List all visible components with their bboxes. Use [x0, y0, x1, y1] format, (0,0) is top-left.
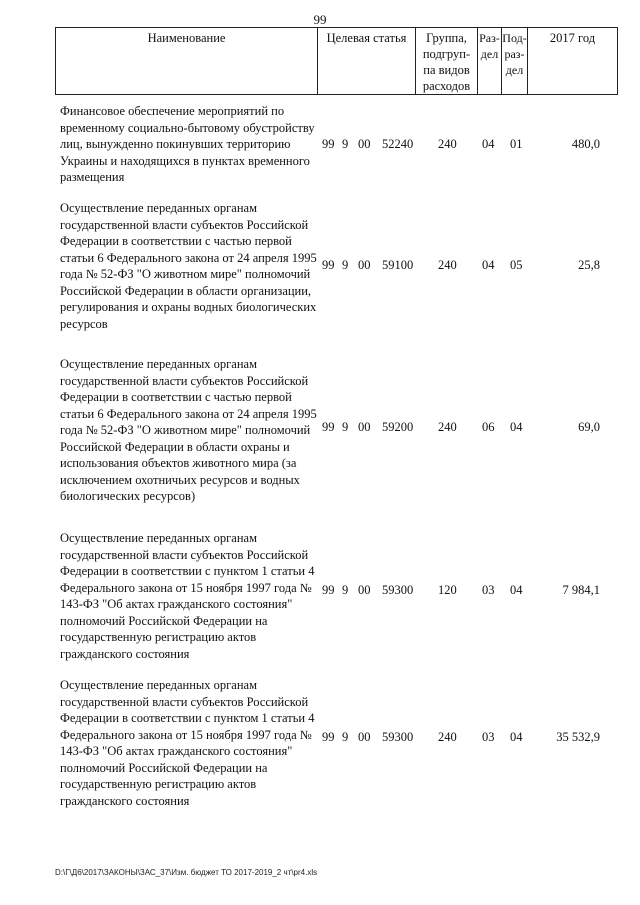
row-name: Осуществление переданных органам государственной власти субъектов Российской Федерации в соответствии с пунктом 1 статьи 4 Федерального закона от 15 ноября 1997 года № 143-ФЗ "Об актах гражданского состояния" полномочий Российской Федерации на государственную регистрацию актов гражданского состояния [60, 531, 315, 661]
header-subsection-line: раз- [504, 47, 525, 61]
target-article-program: 99 [322, 137, 335, 151]
target-article-program: 99 [322, 730, 335, 744]
section-value: 06 [482, 420, 495, 434]
target-article-direction: 59100 [382, 258, 414, 272]
amount-2017: 69,0 [578, 420, 600, 434]
target-article-direction: 59300 [382, 583, 414, 597]
expense-group-value: 240 [438, 137, 457, 151]
table-header [55, 27, 618, 95]
row-values [60, 582, 620, 598]
target-article-event: 00 [358, 258, 371, 272]
section-value: 03 [482, 583, 495, 597]
expense-group-value: 240 [438, 420, 457, 434]
target-article-direction: 59200 [382, 420, 414, 434]
subsection-value: 04 [510, 420, 523, 434]
section-value: 04 [482, 258, 495, 272]
header-group-line: подгруп- [422, 47, 471, 61]
expense-group-value: 120 [438, 583, 457, 597]
header-group-line: расходов [422, 79, 471, 93]
row-values [60, 257, 620, 273]
header-section-line: дел [480, 47, 499, 61]
header-subsection-line: Под- [502, 31, 527, 45]
subsection-value: 04 [510, 730, 523, 744]
row-name: Осуществление переданных органам государственной власти субъектов Российской Федерации в соответствии с частью первой статьи 6 Федерального закона от 24 апреля 1995 года № 52-ФЗ "О животном мире" полномочий Российской Федерации в области охраны и использования объектов животного мира (за исключением охотничьих ресурсов и водных биологических ресурсов) [60, 357, 317, 503]
target-article-program: 99 [322, 583, 335, 597]
target-article-subprogram: 9 [342, 137, 349, 151]
target-article-event: 00 [358, 420, 371, 434]
expense-group-value: 240 [438, 258, 457, 272]
target-article-subprogram: 9 [342, 730, 349, 744]
target-article-direction: 59300 [382, 730, 414, 744]
target-article-subprogram: 9 [342, 583, 349, 597]
amount-2017: 25,8 [578, 258, 600, 272]
header-expense-group [416, 28, 478, 94]
header-section [478, 28, 502, 94]
header-subsection [502, 28, 528, 94]
header-target-article: Целевая статья [318, 28, 416, 94]
subsection-value: 04 [510, 583, 523, 597]
target-article-program: 99 [322, 420, 335, 434]
subsection-value: 05 [510, 258, 523, 272]
header-section-line: Раз- [479, 31, 500, 45]
target-article-subprogram: 9 [342, 258, 349, 272]
row-name: Финансовое обеспечение мероприятий по временному социально-бытовому обустройству лиц, вынужденно покинувших территорию Украины и находящихся в пунктах временного размещения [60, 104, 315, 184]
target-article-program: 99 [322, 258, 335, 272]
amount-2017: 480,0 [571, 137, 600, 151]
row-values [60, 419, 620, 435]
target-article-event: 00 [358, 137, 371, 151]
amount-2017: 35 532,9 [556, 730, 600, 744]
amount-2017: 7 984,1 [562, 583, 600, 597]
section-value: 03 [482, 730, 495, 744]
row-values [60, 729, 620, 745]
header-year: 2017 год [549, 31, 596, 45]
target-article-direction: 52240 [382, 137, 414, 151]
file-path-footer: D:\Г\Д6\2017\ЗАКОНЫ\ЗАС_37\Изм. бюджет ТО 2017-2019_2 чт\pr4.xls [55, 868, 318, 877]
header-group-line: па видов [423, 63, 470, 77]
target-article-event: 00 [358, 730, 371, 744]
header-subsection-line: дел [505, 63, 524, 77]
row-name: Осуществление переданных органам государственной власти субъектов Российской Федерации в соответствии с частью первой статьи 6 Федерального закона от 24 апреля 1995 года № 52-ФЗ "О животном мире" полномочий Российской Федерации в области организации, регулирования и охраны водных биологических ресурсов [60, 201, 317, 331]
row-name: Осуществление переданных органам государственной власти субъектов Российской Федерации в соответствии с пунктом 1 статьи 4 Федерального закона от 15 ноября 1997 года № 143-ФЗ "Об актах гражданского состояния" полномочий Российской Федерации на государственную регистрацию актов гражданского состояния [60, 678, 315, 808]
page-number: 99 [313, 12, 327, 27]
header-name: Наименование [56, 28, 318, 94]
header-group-line: Группа, [426, 31, 467, 45]
subsection-value: 01 [510, 137, 523, 151]
expense-group-value: 240 [438, 730, 457, 744]
target-article-event: 00 [358, 583, 371, 597]
target-article-subprogram: 9 [342, 420, 349, 434]
section-value: 04 [482, 137, 495, 151]
row-values [60, 136, 620, 152]
